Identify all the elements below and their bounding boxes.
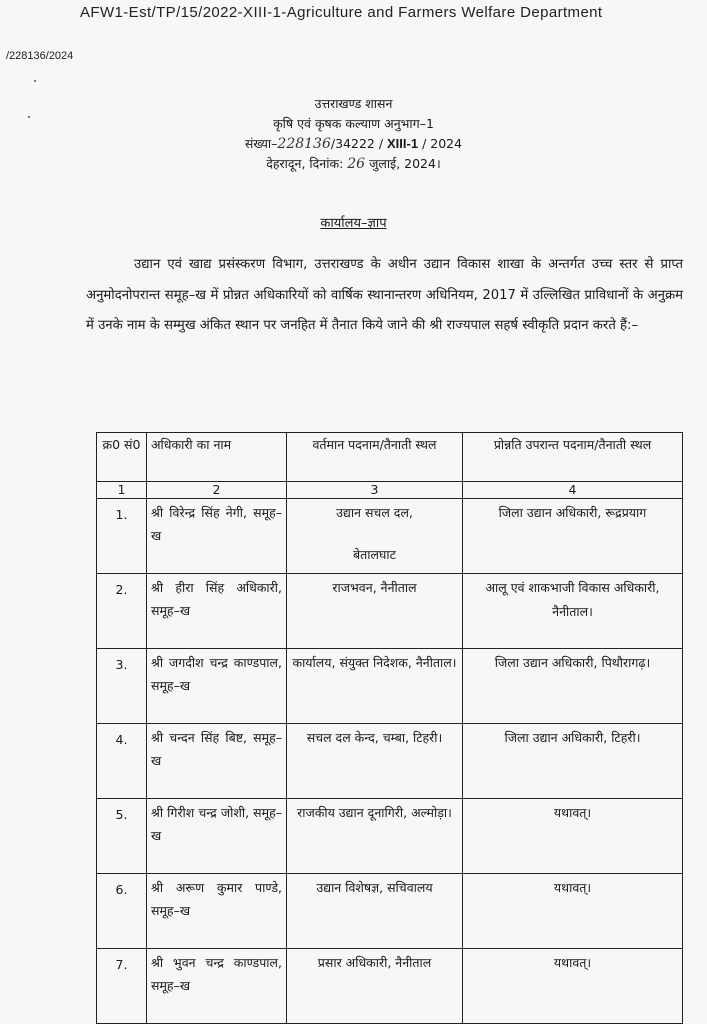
- row-promoted: जिला उद्यान अधिकारी, पिथौरागढ़।: [463, 649, 683, 724]
- header-promoted: प्रोन्नति उपरान्त पदनाम/तैनाती स्थल: [463, 433, 683, 482]
- body-paragraph: उद्यान एवं खाद्य प्रसंस्करण विभाग, उत्तराखण्ड के अधीन उद्यान विकास शाखा के अन्तर्गत उच्च स्तर से प्राप्त अनुमोदनोपरान्त समूह–ख में प्रोन्नत अधिकारियों को वार्षिक स्थानान्तरण अधिनियम, 2017 में उल्लिखित प्राविधानों के अनुक्रम में उनके नाम के सम्मुख अंकित स्थान पर जनहित में तैनात किये जाने की श्री राज्यपाल सहर्ष स्वीकृति प्रदान करते हैं:–: [86, 257, 683, 333]
- row-current: राजकीय उद्यान दूनागिरी, अल्मोड़ा।: [287, 799, 463, 874]
- table-row: [97, 799, 683, 874]
- scan-speck: [34, 80, 36, 82]
- row-sn: 5.: [97, 799, 147, 874]
- row-current: प्रसार अधिकारी, नैनीताल: [287, 949, 463, 1024]
- row-current: [287, 499, 463, 574]
- number-bold: XIII-1: [387, 136, 419, 151]
- table-row: [97, 649, 683, 724]
- table-row: [97, 724, 683, 799]
- column-number: 2: [147, 482, 287, 499]
- column-number: 3: [287, 482, 463, 499]
- table-header-row: [97, 433, 683, 482]
- row-name: श्री विरेन्द्र सिंह नेगी, समूह–ख: [147, 499, 287, 574]
- row-current-line: बेतालघाट: [353, 547, 396, 562]
- place-date-prefix: देहरादून, दिनांक:: [266, 156, 348, 171]
- row-sn: 3.: [97, 649, 147, 724]
- row-promoted: यथावत्।: [463, 799, 683, 874]
- row-sn: 1.: [97, 499, 147, 574]
- row-sn: 6.: [97, 874, 147, 949]
- transfer-table: [96, 432, 683, 1024]
- row-promoted: यथावत्।: [463, 874, 683, 949]
- number-prefix: संख्या–: [244, 136, 278, 151]
- place-date: [0, 154, 707, 174]
- row-name: श्री हीरा सिंह अधिकारी, समूह–ख: [147, 574, 287, 649]
- row-name: श्री चन्दन सिंह बिष्ट, समूह–ख: [147, 724, 287, 799]
- order-number: [0, 134, 707, 154]
- date-handwritten: 26: [347, 156, 366, 172]
- table-row: [97, 574, 683, 649]
- row-current-line: उद्यान सचल दल,: [336, 505, 413, 520]
- row-sn: 4.: [97, 724, 147, 799]
- office-memo-title: कार्यालय–ज्ञाप: [320, 216, 387, 231]
- number-handwritten: 228136: [277, 136, 331, 152]
- file-reference: AFW1-Est/TP/15/2022-XIII-1-Agriculture and Farmers Welfare Department: [80, 4, 603, 21]
- column-number: 4: [463, 482, 683, 499]
- row-name: श्री जगदीश चन्द्र काण्डपाल, समूह–ख: [147, 649, 287, 724]
- header-name: अधिकारी का नाम: [147, 433, 287, 482]
- column-number: 1: [97, 482, 147, 499]
- document-header: [0, 94, 707, 174]
- section-name: कृषि एवं कृषक कल्याण अनुभाग–1: [273, 116, 434, 131]
- header-sn: क्र0 सं0: [97, 433, 147, 482]
- number-suffix: / 2024: [418, 136, 463, 151]
- row-promoted: आलू एवं शाकभाजी विकास अधिकारी, नैनीताल।: [463, 574, 683, 649]
- row-name: श्री अरूण कुमार पाण्डे, समूह–ख: [147, 874, 287, 949]
- table-row: [97, 949, 683, 1024]
- side-number: /228136/2024: [6, 50, 74, 62]
- row-promoted: यथावत्।: [463, 949, 683, 1024]
- row-current: कार्यालय, संयुक्त निदेशक, नैनीताल।: [287, 649, 463, 724]
- column-number-row: [97, 482, 683, 499]
- government-name: उत्तराखण्ड शासन: [314, 96, 393, 111]
- row-promoted: जिला उद्यान अधिकारी, टिहरी।: [463, 724, 683, 799]
- header-current: वर्तमान पदनाम/तैनाती स्थल: [287, 433, 463, 482]
- row-name: श्री गिरीश चन्द्र जोशी, समूह–ख: [147, 799, 287, 874]
- row-promoted: जिला उद्यान अधिकारी, रूद्रप्रयाग: [463, 499, 683, 574]
- row-current: सचल दल केन्द, चम्बा, टिहरी।: [287, 724, 463, 799]
- table-row: [97, 499, 683, 574]
- table-row: [97, 874, 683, 949]
- row-sn: 7.: [97, 949, 147, 1024]
- row-name: श्री भुवन चन्द्र काण्डपाल, समूह–ख: [147, 949, 287, 1024]
- number-mid: /34222 /: [330, 136, 388, 151]
- row-sn: 2.: [97, 574, 147, 649]
- row-current: उद्यान विशेषज्ञ, सचिवालय: [287, 874, 463, 949]
- place-date-suffix: जुलाई, 2024।: [365, 156, 441, 171]
- row-current: राजभवन, नैनीताल: [287, 574, 463, 649]
